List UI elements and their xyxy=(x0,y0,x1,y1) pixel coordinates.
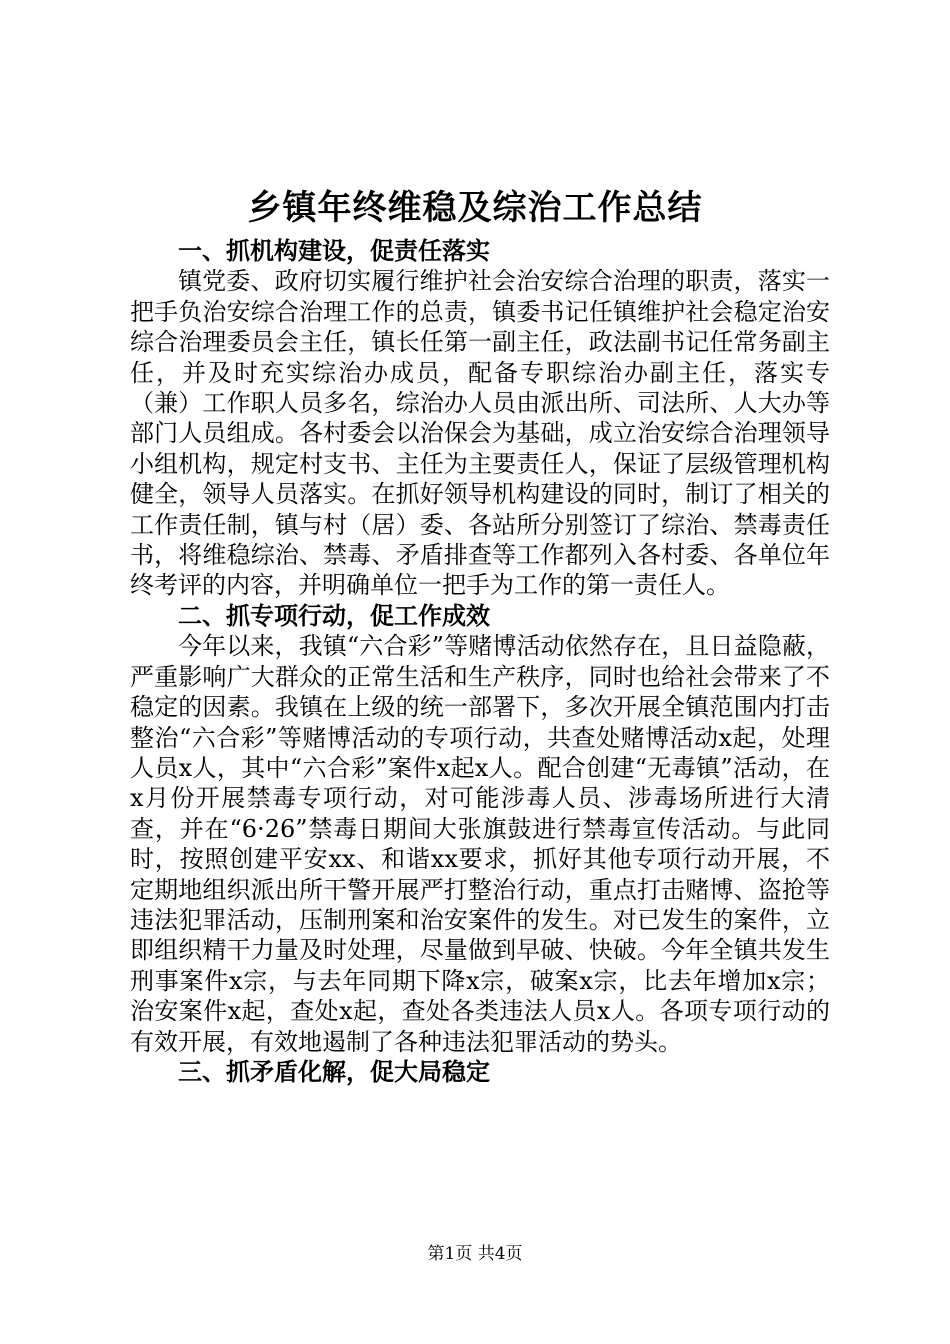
section-paragraph-2: 今年以来，我镇“六合彩”等赌博活动依然存在，且日益隐蔽，严重影响广大群众的正常生活和生产秩序，同时也给社会带来了不稳定的因素。我镇在上级的统一部署下，多次开展全镇范围内打击整治“六合彩”等赌博活动的专项行动，共查处赌博活动x起，处理人员x人，其中“六合彩”案件x起x人。配合创建“无毒镇”活动，在x月份开展禁毒专项行动，对可能涉毒人员、涉毒场所进行大清查，并在“6·26”禁毒日期间大张旗鼓进行禁毒宣传活动。与此同时，按照创建平安xx、和谐xx要求，抓好其他专项行动开展，不定期地组织派出所干警开展严打整治行动，重点打击赌博、盗抢等违法犯罪活动，压制刑案和治安案件的发生。对已发生的案件，立即组织精干力量及时处理，尽量做到早破、快破。今年全镇共发生刑事案件x宗，与去年同期下降x宗，破案x宗，比去年增加x宗；治安案件x起，查处x起，查处各类违法人员x人。各项专项行动的有效开展，有效地遏制了各种违法犯罪活动的势头。 xyxy=(130,632,830,1056)
document-title: 乡镇年终维稳及综治工作总结 xyxy=(247,188,703,228)
section-heading-1: 一、抓机构建设，促责任落实 xyxy=(178,237,490,265)
page-footer: 第1页 共4页 xyxy=(427,1244,523,1264)
document-body xyxy=(130,236,830,1087)
section-paragraph-1: 镇党委、政府切实履行维护社会治安综合治理的职责，落实一把手负治安综合治理工作的总责，镇委书记任镇维护社会稳定治安综合治理委员会主任，镇长任第一副主任，政法副书记任常务副主任，并及时充实综治办成员，配备专职综治办副主任，落实专（兼）工作职人员多名，综治办人员由派出所、司法所、人大办等部门人员组成。各村委会以治保会为基础，成立治安综合治理领导小组机构，规定村支书、主任为主要责任人，保证了层级管理机构健全，领导人员落实。在抓好领导机构建设的同时，制订了相关的工作责任制，镇与村（居）委、各站所分别签订了综治、禁毒责任书，将维稳综治、禁毒、矛盾排查等工作都列入各村委、各单位年终考评的内容，并明确单位一把手为工作的第一责任人。 xyxy=(130,267,830,600)
section-heading-2: 二、抓专项行动，促工作成效 xyxy=(178,601,490,630)
section-heading-3: 三、抓矛盾化解，促大局稳定 xyxy=(178,1057,490,1086)
